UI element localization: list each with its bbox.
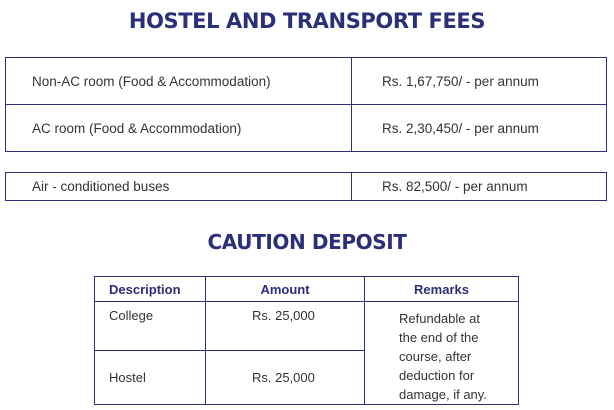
section-title: CAUTION DEPOSIT — [207, 230, 407, 254]
table-row — [6, 58, 607, 105]
remarks-line: Refundable at — [399, 311, 480, 326]
fee-amount: Rs. 2,30,450/ - per annum — [352, 105, 607, 152]
deposit-amount: Rs. 25,000 — [206, 350, 365, 404]
transport-fees-table — [5, 172, 607, 201]
page-title: HOSTEL AND TRANSPORT FEES — [128, 9, 486, 33]
column-header-description: Description — [95, 277, 206, 302]
table-row — [95, 302, 519, 351]
deposit-description: College — [95, 302, 206, 351]
remarks-line: deduction for — [399, 368, 475, 383]
fee-amount: Rs. 82,500/ - per annum — [352, 173, 607, 201]
table-header-row — [95, 277, 519, 302]
remarks-line: course, after — [399, 349, 472, 364]
column-header-remarks: Remarks — [365, 277, 519, 302]
caution-deposit-table — [94, 276, 519, 405]
deposit-remarks — [365, 302, 519, 405]
table-row — [6, 105, 607, 152]
deposit-amount: Rs. 25,000 — [206, 302, 365, 351]
remarks-line: damage, if any. — [399, 387, 487, 402]
deposit-description: Hostel — [95, 350, 206, 404]
fee-item: AC room (Food & Accommodation) — [6, 105, 352, 152]
table-row — [6, 173, 607, 201]
fee-amount: Rs. 1,67,750/ - per annum — [352, 58, 607, 105]
hostel-fees-table — [5, 57, 607, 152]
remarks-line: the end of the — [399, 330, 479, 345]
column-header-amount: Amount — [206, 277, 365, 302]
fee-item: Air - conditioned buses — [6, 173, 352, 201]
fee-item: Non-AC room (Food & Accommodation) — [6, 58, 352, 105]
